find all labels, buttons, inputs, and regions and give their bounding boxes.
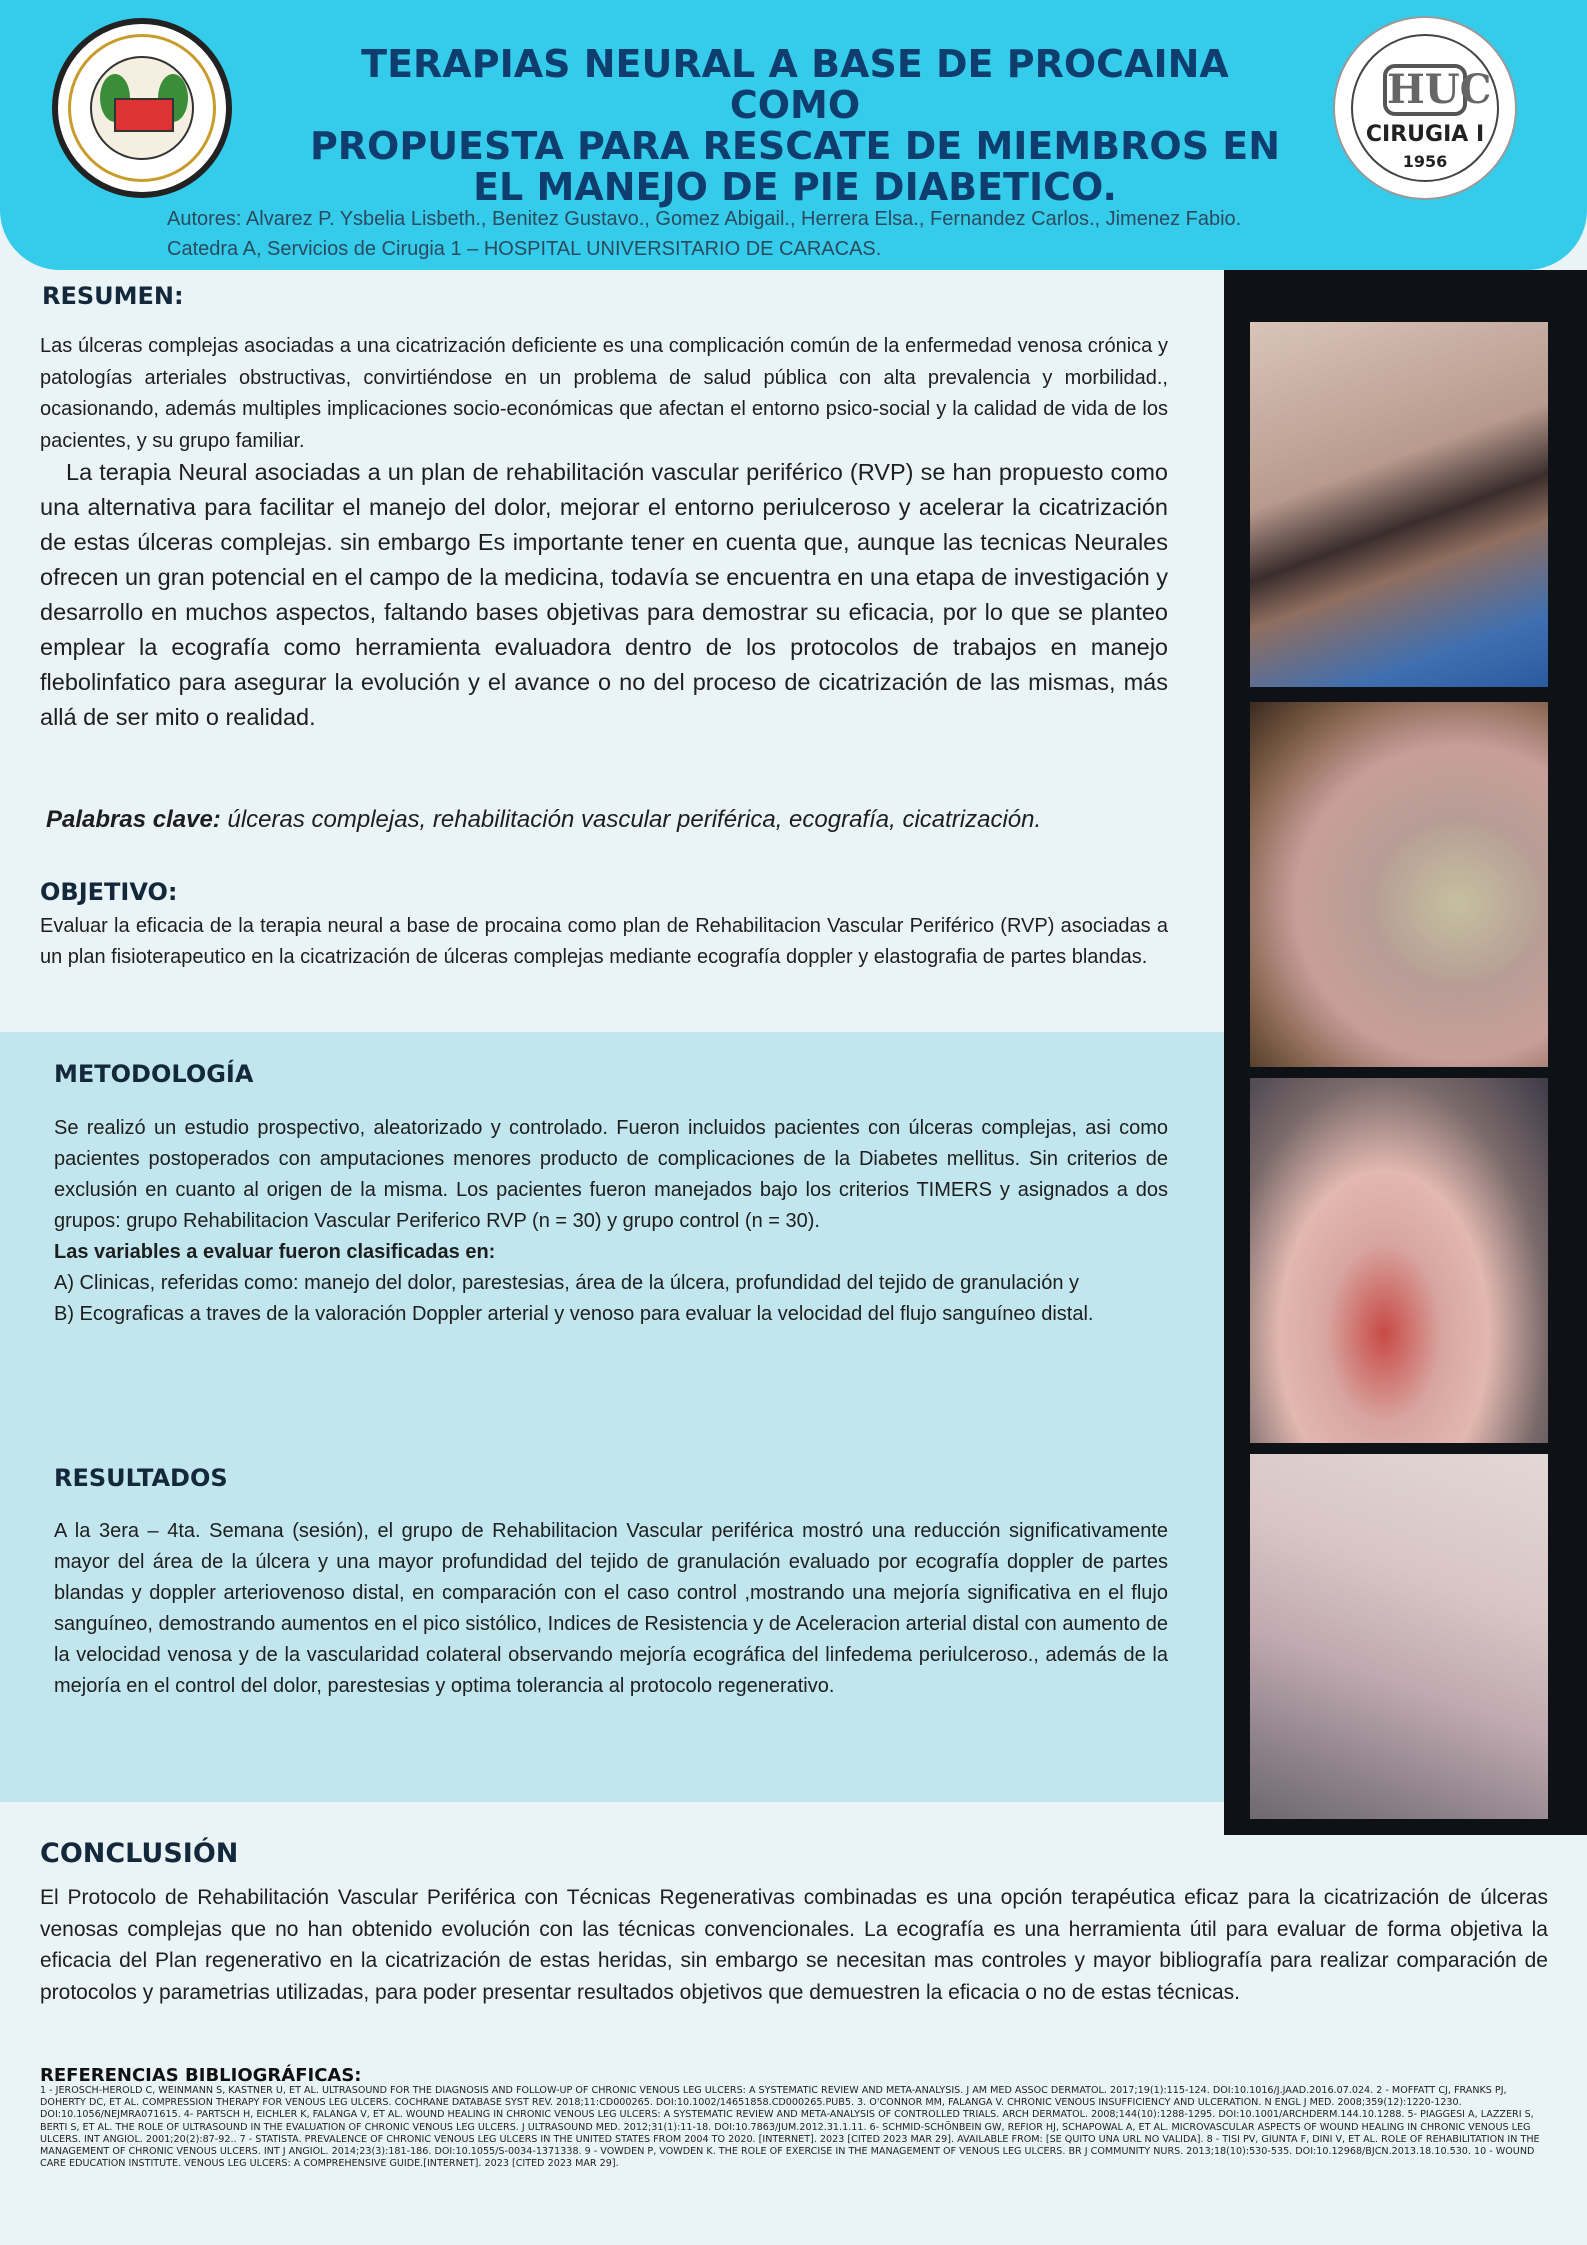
hospital-logo-year: 1956: [1402, 152, 1448, 171]
photo-foot-necrotic-toe: [1250, 322, 1548, 687]
photo-foot-healed-scar: [1250, 1454, 1548, 1819]
resultados-text: A la 3era – 4ta. Semana (sesión), el grupo de Rehabilitacion Vascular periférica mostró una reducción significativamente mayor del área de la úlcera y una mayor profundidad del tejido de granulación evaluado por ecografía doppler de partes blandas y doppler arteriovenoso distal, en comparación con el caso control ,mostrando una mejoría significativa en el flujo sanguíneo, demostrando aumentos en el pico sistólico, Indices de Resistencia y de Aceleracion arterial distal con aumento de la velocidad venosa y de la vascularidad colateral observando mejoría ecográfica del linfedema periulceroso., además de la mejoría en el control del dolor, parestesias y optima tolerancia al protocolo regenerativo.: [54, 1520, 1168, 1697]
references-heading: REFERENCIAS BIBLIOGRÁFICAS:: [40, 2065, 362, 2086]
hospital-cirugia-logo: [1335, 18, 1515, 198]
clinical-photo-column: [1224, 270, 1587, 1835]
references-text: 1 - JEROSCH-HEROLD C, WEINMANN S, KASTNER U, ET AL. ULTRASOUND FOR THE DIAGNOSIS AND FOLLOW-UP OF CHRONIC VENOUS LEG ULCERS: A SYSTEMATIC REVIEW AND META-ANALYSIS. J AM MED ASSOC DERMATOL. 2017;19(1):115-124. DOI:10.1016/J.JAAD.2016.07.024. 2 - MOFFATT CJ, FRANKS PJ, DOHERTY DC, ET AL. COMPRESSION THERAPY FOR VENOUS LEG ULCERS. COCHRANE DATABASE SYST REV. 2018;11:CD000265. DOI:10.1002/14651858.CD000265.PUB5. 3. O'CONNOR MM, FALANGA V. CHRONIC VENOUS INSUFFICIENCY AND ULCERATION. N ENGL J MED. 2008;359(12):1220-1230. DOI:10.1056/NEJMRA071615. 4- PARTSCH H, EICHLER K, FALANGA V, ET AL. WOUND HEALING IN CHRONIC VENOUS LEG ULCERS: A SYSTEMATIC REVIEW AND META-ANALYSIS OF CONTROLLED TRIALS. ARCH DERMATOL. 2008;144(10):1288-1295. DOI:10.1001/ARCHDERM.144.10.1288. 5- PIAGGESI A, LAZZERI S, BERTI S, ET AL. THE ROLE OF ULTRASOUND IN THE EVALUATION OF CHRONIC VENOUS LEG ULCERS. J ULTRASOUND MED. 2012;31(1):11-18. DOI:10.7863/JUM.2012.31.1.11. 6- SCHMID-SCHÖNBEIN GW, REFIOR HJ, SCHAPOWAL A, ET AL. MICROVASCULAR ASPECTS OF WOUND HEALING IN CHRONIC VENOUS LEG ULCERS. INT ANGIOL. 2001;20(2):87-92.. 7 - STATISTA. PREVALENCE OF CHRONIC VENOUS LEG ULCERS IN THE UNITED STATES FROM 2004 TO 2020. [INTERNET]. 2023 [CITED 2023 MAR 29]. AVAILABLE FROM: [SE QUITO UNA URL NO VALIDA]. 8 - TISI PV, GIUNTA F, DINI V, ET AL. ROLE OF REHABILITATION IN THE MANAGEMENT OF CHRONIC VENOUS ULCERS. INT J ANGIOL. 2014;23(3):181-186. DOI:10.1055/S-0034-1371338. 9 - VOWDEN P, VOWDEN K. THE ROLE OF EXERCISE IN THE MANAGEMENT OF VENOUS LEG ULCERS. BR J COMMUNITY NURS. 2013;18(10):530-535. DOI:10.12968/BJCN.2013.18.10.530. 10 - WOUND CARE EDUCATION INSTITUTE. VENOUS LEG ULCERS: A COMPREHENSIVE GUIDE.[INTERNET]. 2023 [CITED 2023 MAR 29].: [40, 2085, 1540, 2170]
university-seal-logo: [52, 18, 232, 198]
conclusion-text: El Protocolo de Rehabilitación Vascular Periférica con Técnicas Regenerativas combinadas es una opción terapéutica eficaz para la cicatrización de úlceras venosas complejas que no han obtenido evolución con las técnicas convencionales. La ecografía es una herramienta útil para evaluar de forma objetiva la eficacia del Plan regenerativo en la cicatrización de estas heridas, sin embargo se necesitan mas controles y mayor bibliografía para realizar comparación de protocolos y parametrias utilizadas, para poder presentar resultados objetivos que demuestren la eficacia o no de estas técnicas.: [40, 1886, 1548, 2004]
metodologia-text: Se realizó un estudio prospectivo, aleatorizado y controlado. Fueron incluidos pacientes con úlceras complejas, asi como pacientes postoperados con amputaciones menores producto de complicaciones de la Diabetes mellitus. Sin criterios de exclusión en cuanto al origen de la misma. Los pacientes fueron manejados bajo los criterios TIMERS y asignados a dos grupos: grupo Rehabilitacion Vascular Periferico RVP (n = 30) y grupo control (n = 30).: [54, 1117, 1168, 1232]
affiliation-line: Catedra A, Servicios de Cirugia 1 – HOSPITAL UNIVERSITARIO DE CARACAS.: [167, 238, 882, 260]
resultados-heading: RESULTADOS: [54, 1464, 228, 1492]
conclusion-heading: CONCLUSIÓN: [40, 1838, 239, 1869]
poster-title: TERAPIAS NEURAL A BASE DE PROCAINA COMO PROPUESTA PARA RESCATE DE MIEMBROS EN EL MANEJO DE PIE DIABETICO.: [309, 42, 1281, 209]
hospital-logo-title: CIRUGIA I: [1365, 122, 1485, 147]
keywords-label: Palabras clave:: [46, 806, 221, 833]
metodologia-body: [54, 1113, 1168, 1330]
hospital-mark: HUC: [1383, 64, 1467, 116]
keywords-text: úlceras complejas, rehabilitación vascular periférica, ecografía, cicatrización.: [220, 806, 1042, 833]
keywords-line: [46, 806, 1176, 834]
metodologia-heading: METODOLOGÍA: [54, 1060, 254, 1088]
photo-foot-granulating-ulcer: [1250, 1078, 1548, 1443]
authors-line: Autores: Alvarez P. Ysbelia Lisbeth., Benitez Gustavo., Gomez Abigail., Herrera Elsa., Fernandez Carlos., Jimenez Fabio.: [167, 208, 1242, 230]
metodologia-item-b: B) Ecograficas a traves de la valoración Doppler arterial y venoso para evaluar la velocidad del flujo sanguíneo distal.: [54, 1303, 1094, 1325]
resumen-paragraph-2: La terapia Neural asociadas a un plan de rehabilitación vascular periférico (RVP) se han propuesto como una alternativa para facilitar el manejo del dolor, mejorar el entorno periulceroso y acelerar la cicatrización de estas úlceras complejas. sin embargo Es importante tener en cuenta que, aunque las tecnicas Neurales ofrecen un gran potencial en el campo de la medicina, todavía se encuentra en una etapa de investigación y desarrollo en muchos aspectos, faltando bases objetivas para demostrar su eficacia, por lo que se planteo emplear la ecografía como herramienta evaluadora dentro de los protocolos de trabajos en manejo flebolinfatico para asegurar la evolución y el avance o no del proceso de cicatrización de las mismas, más allá de ser mito o realidad.: [40, 459, 1168, 730]
metodologia-variables-label: Las variables a evaluar fueron clasificadas en:: [54, 1241, 496, 1263]
header-banner: [0, 0, 1587, 270]
authors-block: [167, 204, 1467, 264]
objetivo-heading: OBJETIVO:: [40, 878, 178, 906]
photo-foot-plantar-ulcer: [1250, 702, 1548, 1067]
objetivo-text: Evaluar la eficacia de la terapia neural a base de procaina como plan de Rehabilitacion Vascular Periférico (RVP) asociadas a un plan fisioterapeutico en la cicatrización de úlceras complejas mediante ecografía doppler y elastografia de partes blandas.: [40, 915, 1168, 968]
metodologia-item-a: A) Clinicas, referidas como: manejo del dolor, parestesias, área de la úlcera, profundidad del tejido de granulación y: [54, 1272, 1080, 1294]
resumen-heading: RESUMEN:: [42, 282, 184, 310]
resumen-paragraph-1: Las úlceras complejas asociadas a una cicatrización deficiente es una complicación común de la enfermedad venosa crónica y patologías arteriales obstructivas, convirtiéndose en un problema de salud pública con alta prevalencia y morbilidad., ocasionando, además multiples implicaciones socio-económicas que afectan el entorno psico-social y la calidad de vida de los pacientes, y su grupo familiar.: [40, 335, 1168, 452]
